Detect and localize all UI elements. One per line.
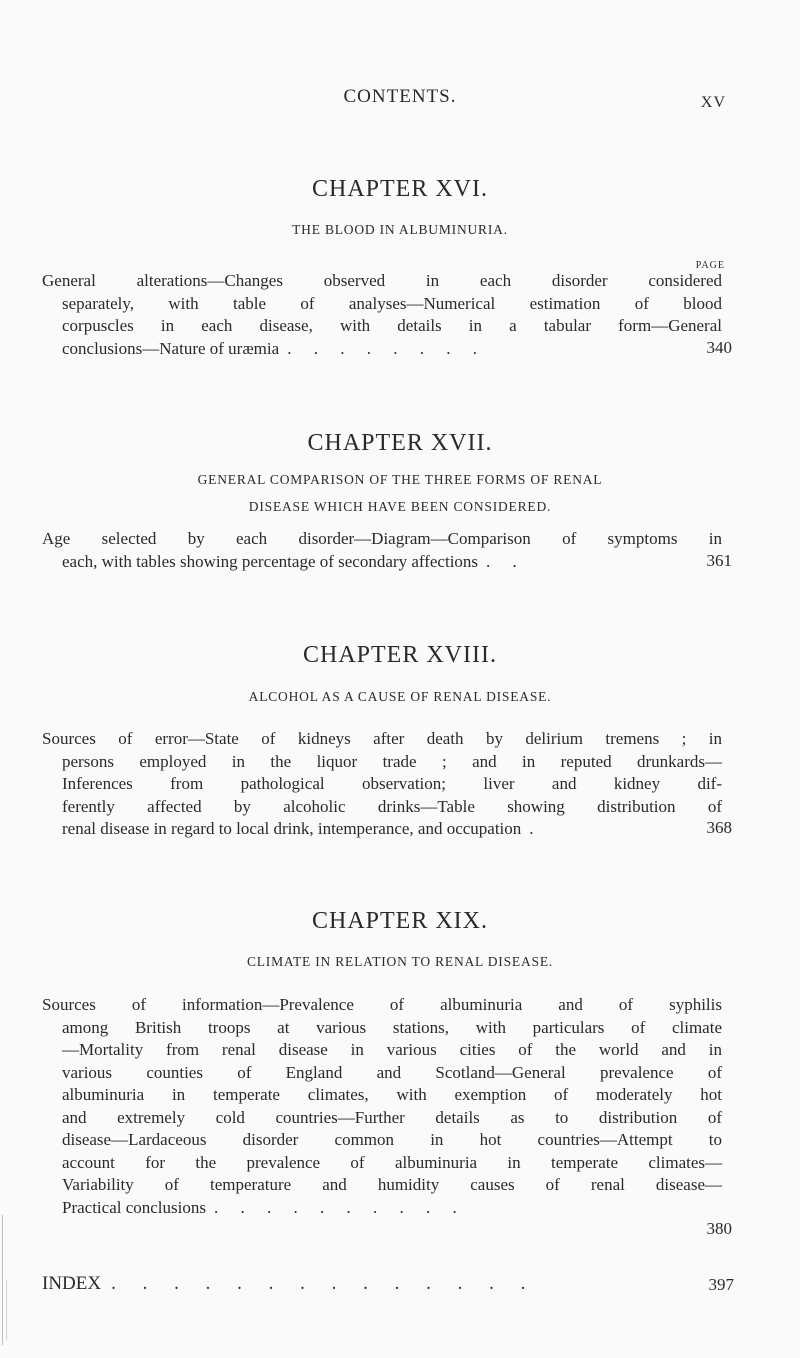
summary-line: corpuscles in each disease, with details in a tabular form—General: [62, 316, 722, 335]
summary-line: persons employed in the liquor trade ; and in reputed drunkards—: [62, 751, 722, 771]
chapter-19-subtitle-line: CLIMATE IN RELATION TO RENAL DISEASE.: [246, 954, 554, 969]
chapter-16-summary: [42, 270, 722, 360]
chapter-17-summary: [42, 528, 722, 573]
chapter-18-heading: CHAPTER XVIII.: [303, 642, 497, 668]
chapter-16-page: 340: [706, 338, 732, 357]
dot-leader: . .: [486, 551, 526, 571]
dot-leader: .: [529, 819, 543, 838]
chapter-19-subtitle: [0, 948, 800, 975]
summary-line: General alterations—Changes observed in each disorder considered: [42, 271, 722, 290]
summary-last-line: [42, 338, 722, 361]
chapter-18-summary: [42, 728, 722, 841]
dot-leader: . . . . . . . . . . . . . .: [111, 1273, 537, 1294]
summary-last-line: [42, 551, 722, 574]
chapter-16-heading: CHAPTER XVI.: [311, 176, 488, 202]
summary-line: Age selected by each disorder—Diagram—Comparison of symptoms in: [42, 529, 722, 548]
summary-line: various counties of England and Scotland—General prevalence of: [62, 1062, 722, 1082]
summary-line: Sources of error—State of kidneys after death by delirium tremens ; in: [42, 729, 722, 748]
index-page: 397: [708, 1275, 734, 1294]
summary-line: —Mortality from renal disease in various cities of the world and in: [62, 1040, 722, 1059]
chapter-18-subtitle-line: ALCOHOL AS A CAUSE OF RENAL DISEASE.: [248, 689, 552, 704]
chapter-19-page: 380: [706, 1219, 732, 1238]
dot-leader: . . . . . . . . . .: [214, 1197, 466, 1217]
binding-edge: [6, 1280, 7, 1340]
summary-last-line: [42, 1197, 722, 1220]
summary-line: among British troops at various stations, with particulars of climate: [62, 1017, 722, 1037]
chapter-18-page: 368: [706, 818, 732, 837]
chapter-17-heading: CHAPTER XVII.: [307, 430, 493, 456]
page-column-label: PAGE: [695, 260, 725, 271]
summary-last-line: [42, 818, 722, 841]
chapter-17-page: 361: [706, 551, 732, 570]
running-head: [0, 86, 800, 110]
chapter-17-subtitle: [0, 466, 800, 520]
chapter-17-subtitle-line: GENERAL COMPARISON OF THE THREE FORMS OF RENAL: [197, 472, 603, 487]
index-entry: [42, 1273, 734, 1295]
summary-line: Inferences from pathological observation; liver and kidney dif-: [62, 774, 722, 793]
chapter-19-heading: CHAPTER XIX.: [311, 908, 488, 934]
index-label: INDEX: [42, 1273, 102, 1294]
summary-line: renal disease in regard to local drink, intemperance, and occupation: [62, 819, 522, 838]
summary-line: albuminuria in temperate climates, with exemption of moderately hot: [62, 1085, 722, 1104]
summary-line: and extremely cold countries—Further details as to distribution of: [62, 1107, 722, 1127]
summary-line: conclusions—Nature of uræmia: [62, 338, 280, 358]
summary-line: separately, with table of analyses—Numerical estimation of blood: [62, 293, 722, 313]
page-folio: XV: [700, 94, 726, 111]
chapter-17-subtitle-line: DISEASE WHICH HAVE BEEN CONSIDERED.: [248, 499, 552, 514]
summary-line: disease—Lardaceous disorder common in hot countries—Attempt to: [62, 1130, 722, 1149]
binding-edge: [2, 1215, 3, 1345]
summary-line: ferently affected by alcoholic drinks—Table showing distribution of: [62, 796, 722, 816]
chapter-19-summary: [42, 994, 722, 1219]
chapter-16-subtitle: [0, 216, 800, 243]
chapter-18-subtitle: [0, 683, 800, 710]
summary-line: Sources of information—Prevalence of albuminuria and of syphilis: [42, 995, 722, 1014]
summary-line: each, with tables showing percentage of secondary affections: [62, 551, 479, 571]
dot-leader: . . . . . . . .: [287, 338, 486, 358]
summary-line: Variability of temperature and humidity causes of renal disease—: [62, 1175, 722, 1194]
chapter-16-subtitle-line: THE BLOOD IN ALBUMINURIA.: [292, 222, 508, 237]
summary-line: account for the prevalence of albuminuria in temperate climates—: [62, 1152, 722, 1172]
running-title: CONTENTS.: [343, 86, 457, 107]
summary-line: Practical conclusions: [62, 1197, 206, 1217]
